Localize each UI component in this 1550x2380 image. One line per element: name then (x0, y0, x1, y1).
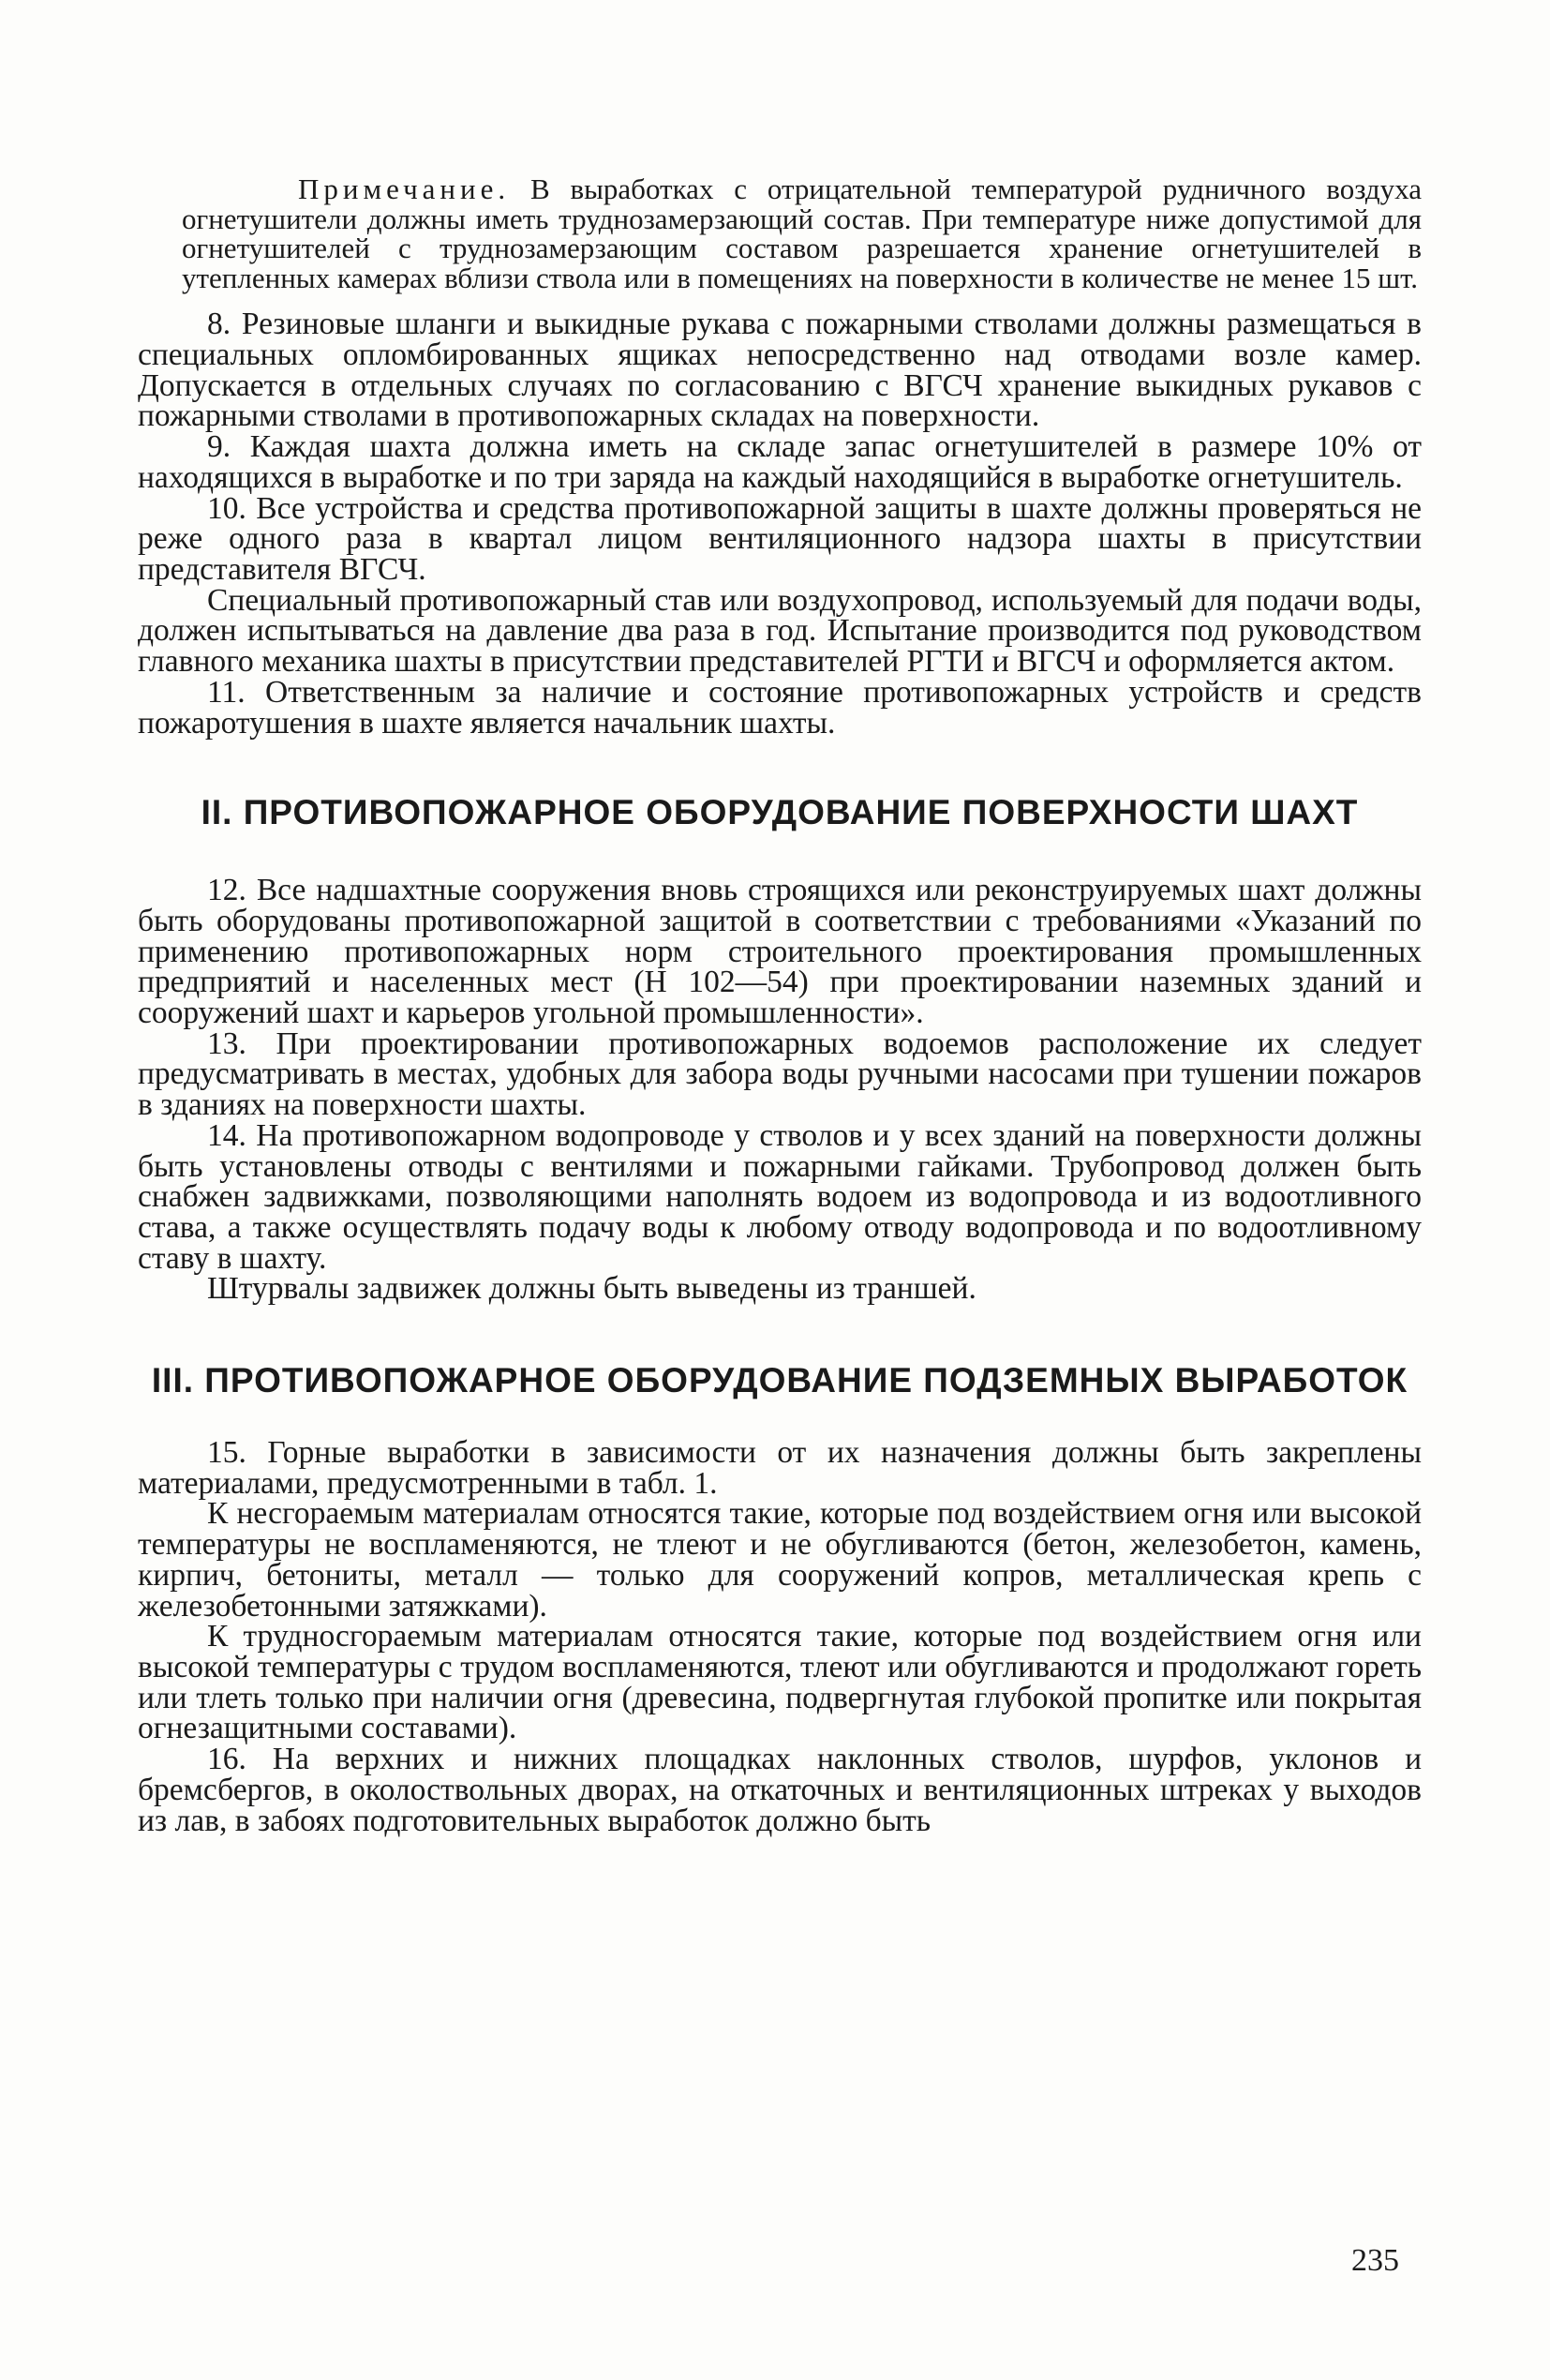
paragraph-12: 12. Все надшахтные сооружения вновь строящихся или реконструируемых шахт должны быть оборудованы противопожарной защитой в соответствии с требованиями «Указаний по применению противопожарных норм строительного проектирования промышленных предприятий и населенных мест (Н 102—54) при проектировании наземных зданий и сооружений шахт и карьеров угольной промышленности». (138, 873, 1422, 1031)
document-page (138, 174, 1422, 1836)
paragraph-14: 14. На противопожарном водопроводе у стволов и у всех зданий на поверхности должны быть установлены отводы с вентилями и пожарными гайками. Трубопровод должен быть снабжен задвижками, позволяющими наполнять водоем из водопровода и из водоотливного става, а также осуществлять подачу воды к любому отводу водопровода и по водоотливному ставу в шахту. (138, 1117, 1422, 1276)
paragraph-9: 9. Каждая шахта должна иметь на складе запас огнетушителей в размере 10% от находящихся в выработке и по три заряда на каждый находящийся в выработке огнетушитель. (138, 429, 1422, 495)
note-text: В выработках с отрицательной температурой рудничного воздуха огнетушители должны иметь труднозамерзающий состав. При температуре ниже допустимой для огнетушителей с труднозамерзающим составом разрешается хранение огнетушителей в утепленных камерах вблизи ствола или в помещениях на поверхности в количестве не менее 15 шт. (182, 172, 1422, 294)
section-heading-surface: II. ПРОТИВОПОЖАРНОЕ ОБОРУДОВАНИЕ ПОВЕРХНОСТИ ШАХТ (201, 793, 1359, 832)
paragraph-noncombustible: К несгораемым материалам относятся такие, которые под воздействием огня или высокой температуры не воспламеняются, не тлеют и не обугливаются (бетон, железобетон, камень, кирпич, бетониты, металл — только для сооружений копров, металлическая крепь с железобетонными затяжками). (138, 1496, 1422, 1624)
note-paragraph (182, 174, 1422, 292)
paragraph-hard-combustible: К трудносгораемым материалам относятся такие, которые под воздействием огня или высокой температуры с трудом воспламеняются, тлеют или обугливаются и продолжают гореть или тлеть только при наличии огня (древесина, подвергнутая глубокой пропитке или покрытая огнезащитными составами). (138, 1619, 1422, 1746)
paragraph-special-pipe: Специальный противопожарный став или воздухопровод, используемый для подачи воды, должен испытываться на давление два раза в год. Испытание производится под руководством главного механика шахты в присутствии представителей РГТИ и ВГСЧ и оформляется актом. (138, 582, 1422, 680)
page-number: 235 (1351, 2243, 1399, 2278)
paragraph-13: 13. При проектировании противопожарных водоемов расположение их следует предусматривать в местах, удобных для забора воды ручными насосами при тушении пожаров в зданиях на поверхности шахты. (138, 1025, 1422, 1123)
paragraph-16: 16. На верхних и нижних площадках наклонных стволов, шурфов, уклонов и бремсбергов, в околоствольных дворах, на откаточных и вентиляционных штреках у выходов из лав, в забоях подготовительных выработок должно быть (138, 1742, 1422, 1838)
paragraph-15: 15. Горные выработки в зависимости от их назначения должны быть закреплены материалами, предусмотренными в табл. 1. (138, 1435, 1422, 1501)
section-heading-underground: III. ПРОТИВОПОЖАРНОЕ ОБОРУДОВАНИЕ ПОДЗЕМНЫХ ВЫРАБОТОК (151, 1361, 1408, 1400)
paragraph-10: 10. Все устройства и средства противопожарной защиты в шахте должны проверяться не реже одного раза в квартал лицом вентиляционного надзора шахты в присутствии представителя ВГСЧ. (138, 490, 1422, 587)
note-label: Примечание. (298, 172, 511, 205)
paragraph-valves: Штурвалы задвижек должны быть выведены из траншей. (207, 1271, 976, 1307)
paragraph-8: 8. Резиновые шланги и выкидные рукава с пожарными стволами должны размещаться в специальных опломбированных ящиках непосредственно над отводами возле камер. Допускается в отдельных случаях по согласованию с ВГСЧ хранение выкидных рукавов с пожарными стволами в противопожарных складах на поверхности. (138, 307, 1422, 434)
paragraph-11: 11. Ответственным за наличие и состояние противопожарных устройств и средств пожаротушения в шахте является начальник шахты. (138, 674, 1422, 741)
